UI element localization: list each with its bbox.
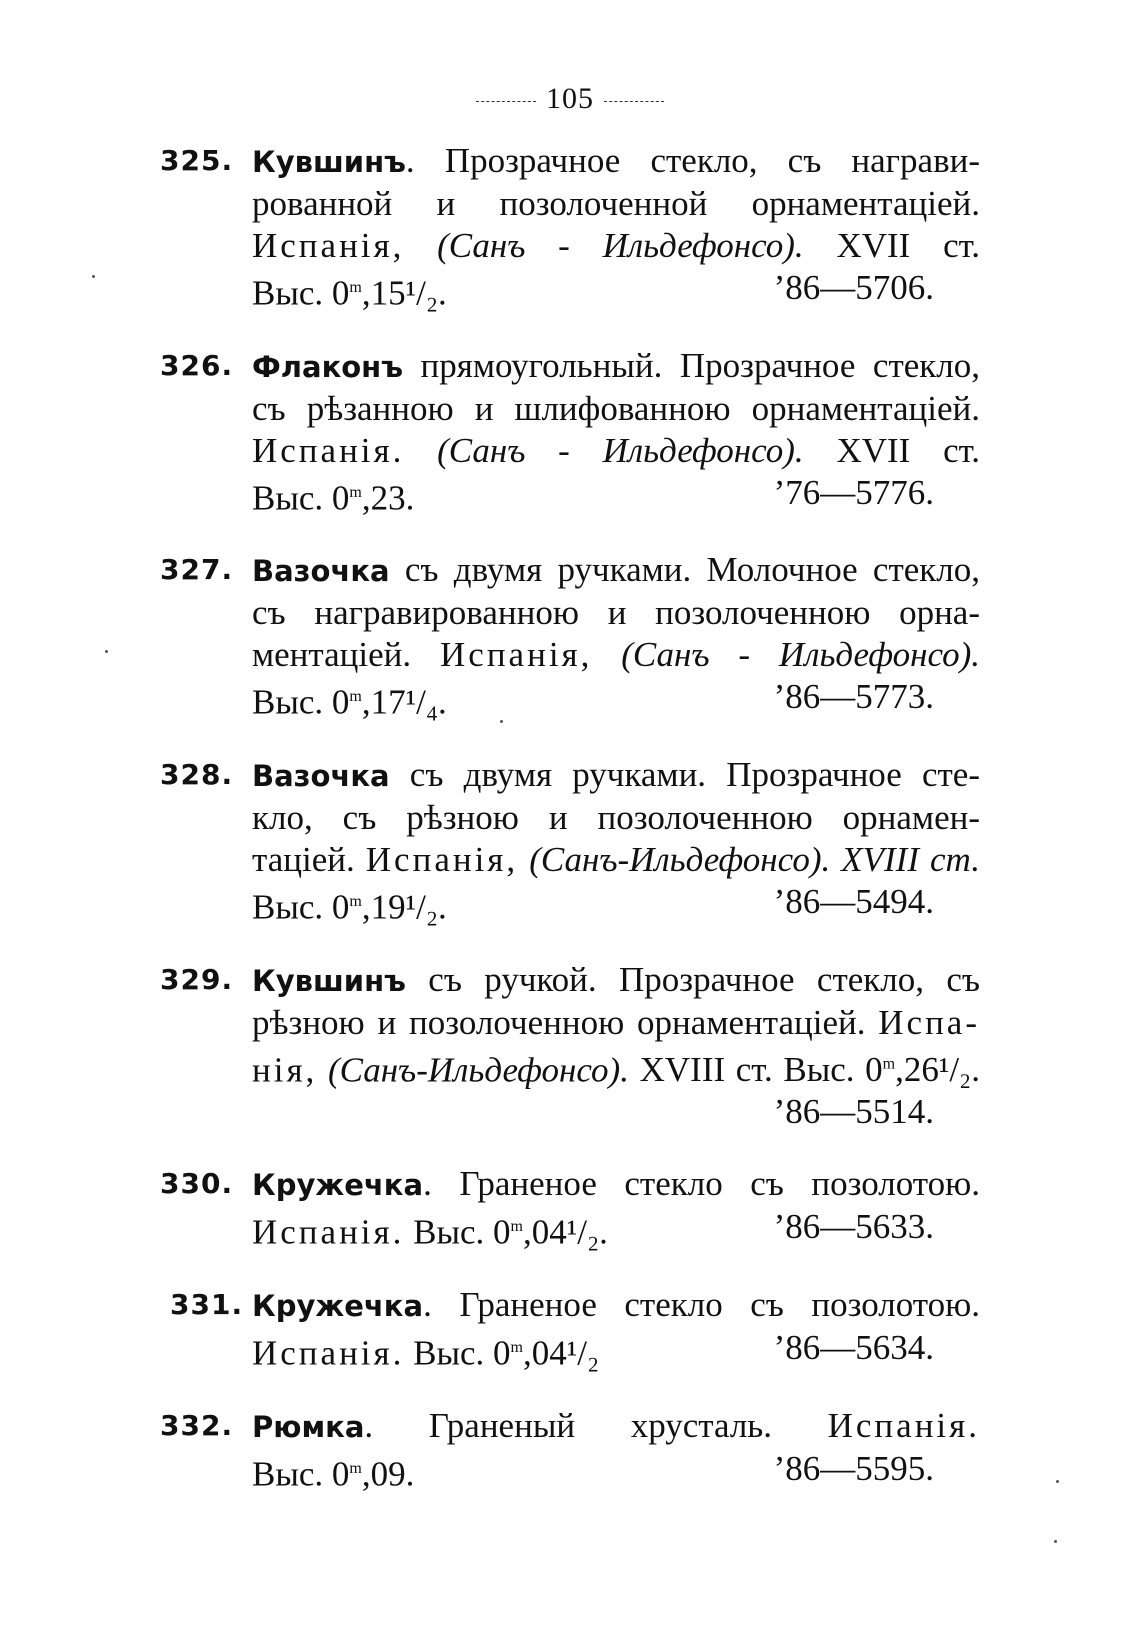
- entry-text: рѣзною и позолоченною орнаментаціей.: [252, 1002, 866, 1042]
- entry-line: [252, 634, 980, 676]
- catalog-entry-328: [160, 754, 980, 929]
- entry-measure-row: [252, 1091, 980, 1133]
- entry-line: [252, 549, 980, 592]
- entry-line: [252, 839, 980, 881]
- entry-measure-row: [252, 472, 980, 520]
- entry-origin: (Санъ-Ильдефонсо).: [327, 1050, 629, 1090]
- entry-measure-row: [252, 1448, 980, 1496]
- entry-title: Вазочка: [252, 554, 390, 589]
- entry-height: [252, 1206, 608, 1254]
- entry-line: [252, 754, 980, 797]
- catalog-entry-325: [160, 140, 980, 315]
- entry-line: [252, 1405, 980, 1448]
- entry-text: съ двумя ручками. Прозрачное сте-: [389, 754, 980, 794]
- entry-line: рованной и позолоченной орнаментаціей.: [252, 184, 980, 223]
- entry-country: нія,: [252, 1050, 318, 1090]
- entry-measure-row: [252, 676, 980, 724]
- height-value: ,17¹/₄.: [361, 682, 447, 722]
- entry-measure-row: [252, 1327, 980, 1375]
- entry-century: XVII ст.: [836, 226, 981, 265]
- entry-text: ментаціей.: [252, 635, 412, 675]
- scan-speck: [1054, 1540, 1057, 1543]
- entry-country: Испанія,: [365, 839, 519, 879]
- scan-speck: [105, 650, 108, 653]
- entry-origin: (Санъ-Ильдефонсо). XVIII ст.: [529, 839, 981, 879]
- entry-inventory: ’76—5776.: [773, 472, 934, 512]
- entry-origin: (Санъ - Ильдефонсо).: [437, 226, 804, 265]
- entry-century: XVIII ст. Выс. 0: [639, 1050, 883, 1090]
- catalog-entry-331: [160, 1284, 980, 1375]
- catalog-entry-327: [160, 549, 980, 724]
- entry-text: съ ручкой. Прозрачное стекло, съ: [405, 959, 980, 999]
- header-dash-left: [476, 101, 536, 102]
- catalog-entry-326: [160, 345, 980, 520]
- height-unit: m: [349, 483, 362, 501]
- entry-title: Рюмка: [252, 1409, 365, 1444]
- entry-inventory: ’86—5494.: [773, 881, 934, 921]
- height-label: Выс. 0: [252, 273, 350, 313]
- height-label: Выс. 0: [252, 682, 350, 722]
- entry-country: Испанія.: [252, 430, 405, 470]
- entry-number: 325.: [160, 144, 234, 177]
- height-label: Выс. 0: [413, 1212, 511, 1252]
- entry-line: [252, 430, 980, 472]
- entry-title: Кувшинъ: [252, 145, 406, 179]
- entry-inventory: ’86—5595.: [773, 1448, 934, 1488]
- entry-country: Испа-: [878, 1002, 980, 1042]
- height-value: ,23.: [361, 478, 415, 518]
- entry-line: [252, 140, 980, 183]
- entry-line: [252, 1284, 980, 1327]
- scan-speck: [92, 275, 95, 278]
- height-unit: m: [349, 1459, 362, 1477]
- entry-line: кло, съ рѣзною и позолоченною орнамен-: [252, 797, 980, 837]
- height-label: Выс. 0: [252, 478, 350, 518]
- height-unit: m: [349, 892, 362, 910]
- entry-line: [252, 959, 980, 1002]
- height-unit: m: [349, 279, 362, 296]
- entry-text: прямоугольный. Прозрачное стекло,: [403, 345, 980, 385]
- entry-title: Вазочка: [252, 758, 390, 793]
- entry-number: 328.: [160, 757, 234, 791]
- entry-century-height: [640, 1050, 980, 1089]
- entry-height: [252, 676, 447, 724]
- height-unit: m: [349, 688, 362, 706]
- height-unit: m: [882, 1055, 896, 1073]
- page-number: 105: [546, 82, 594, 115]
- header-dash-right: [604, 101, 664, 102]
- entry-country: Испанія.: [252, 1333, 405, 1373]
- entry-origin: (Санъ - Ильдефонсо).: [437, 430, 804, 470]
- entry-line: [252, 1163, 980, 1206]
- entry-measure-row: [252, 267, 980, 315]
- entry-country: Испанія.: [252, 1212, 405, 1252]
- entry-height: [252, 472, 414, 520]
- entry-number: 326.: [160, 348, 234, 382]
- scan-speck: [500, 720, 503, 723]
- page-header: [0, 82, 1140, 116]
- entry-inventory: ’86—5514.: [773, 1092, 934, 1132]
- entry-line: съ рѣзанною и шлифованною орнаментаціей.: [252, 388, 980, 428]
- entry-measure-row: [252, 881, 980, 929]
- height-unit: m: [510, 1218, 523, 1236]
- height-unit: m: [510, 1338, 523, 1356]
- scan-speck: [1056, 1480, 1059, 1483]
- entry-country: Испанія.: [827, 1405, 981, 1445]
- entry-line: [252, 1002, 980, 1044]
- height-label: Выс. 0: [252, 1454, 350, 1494]
- entry-number: 330.: [160, 1167, 234, 1201]
- entry-origin: (Санъ - Ильдефонсо).: [621, 635, 981, 675]
- entry-title: Кружечка: [252, 1288, 424, 1323]
- entry-height: [252, 881, 447, 929]
- entry-line: [252, 225, 980, 267]
- entry-line: [252, 345, 980, 388]
- catalog-entry-332: [160, 1405, 980, 1496]
- entry-country: Испанія,: [252, 226, 405, 265]
- height-value: ,26¹/₂.: [895, 1050, 980, 1090]
- entry-title: Кувшинъ: [252, 963, 406, 998]
- entry-line: съ награвированною и позолоченною орна-: [252, 593, 980, 633]
- entry-country: Испанія,: [440, 635, 593, 675]
- entry-number: 329.: [160, 962, 234, 996]
- entry-number: 331.: [170, 1287, 244, 1321]
- entry-number: 332.: [160, 1408, 234, 1442]
- entry-century: XVII ст.: [836, 430, 981, 470]
- entry-text: хрусталь.: [630, 1405, 773, 1445]
- catalog-entry-329: [160, 959, 980, 1134]
- entry-title: Флаконъ: [252, 349, 404, 384]
- entry-text: . Граненое стекло съ позолотою.: [423, 1164, 980, 1204]
- catalog-entries: [160, 140, 980, 1525]
- entry-text: съ двумя ручками. Молочное стекло,: [389, 550, 980, 590]
- entry-inventory: ’86—5633.: [773, 1207, 934, 1247]
- height-value: ,09.: [361, 1454, 415, 1494]
- entry-title: Кружечка: [252, 1168, 424, 1203]
- entry-text: таціей.: [252, 839, 355, 879]
- entry-measure-row: [252, 1206, 980, 1254]
- entry-text: . Граненое стекло съ позолотою.: [423, 1284, 980, 1324]
- entry-height: [252, 1327, 599, 1375]
- entry-inventory: ’86—5706.: [773, 268, 934, 307]
- entry-inventory: ’86—5634.: [773, 1327, 934, 1367]
- entry-number: 327.: [160, 553, 234, 587]
- height-value: ,04¹/₂: [523, 1333, 600, 1373]
- entry-inventory: ’86—5773.: [773, 677, 934, 717]
- height-value: ,04¹/₂.: [523, 1212, 608, 1252]
- height-value: ,19¹/₂.: [361, 887, 447, 927]
- entry-text: . Граненый: [364, 1405, 576, 1445]
- height-value: ,15¹/₂.: [361, 273, 447, 313]
- height-label: Выс. 0: [252, 887, 350, 927]
- entry-height: [252, 1448, 414, 1496]
- height-label: Выс. 0: [413, 1333, 511, 1373]
- entry-text: . Прозрачное стекло, съ награви-: [405, 141, 980, 180]
- entry-line: [252, 1044, 980, 1092]
- entry-height: [252, 267, 447, 315]
- catalog-entry-330: [160, 1163, 980, 1254]
